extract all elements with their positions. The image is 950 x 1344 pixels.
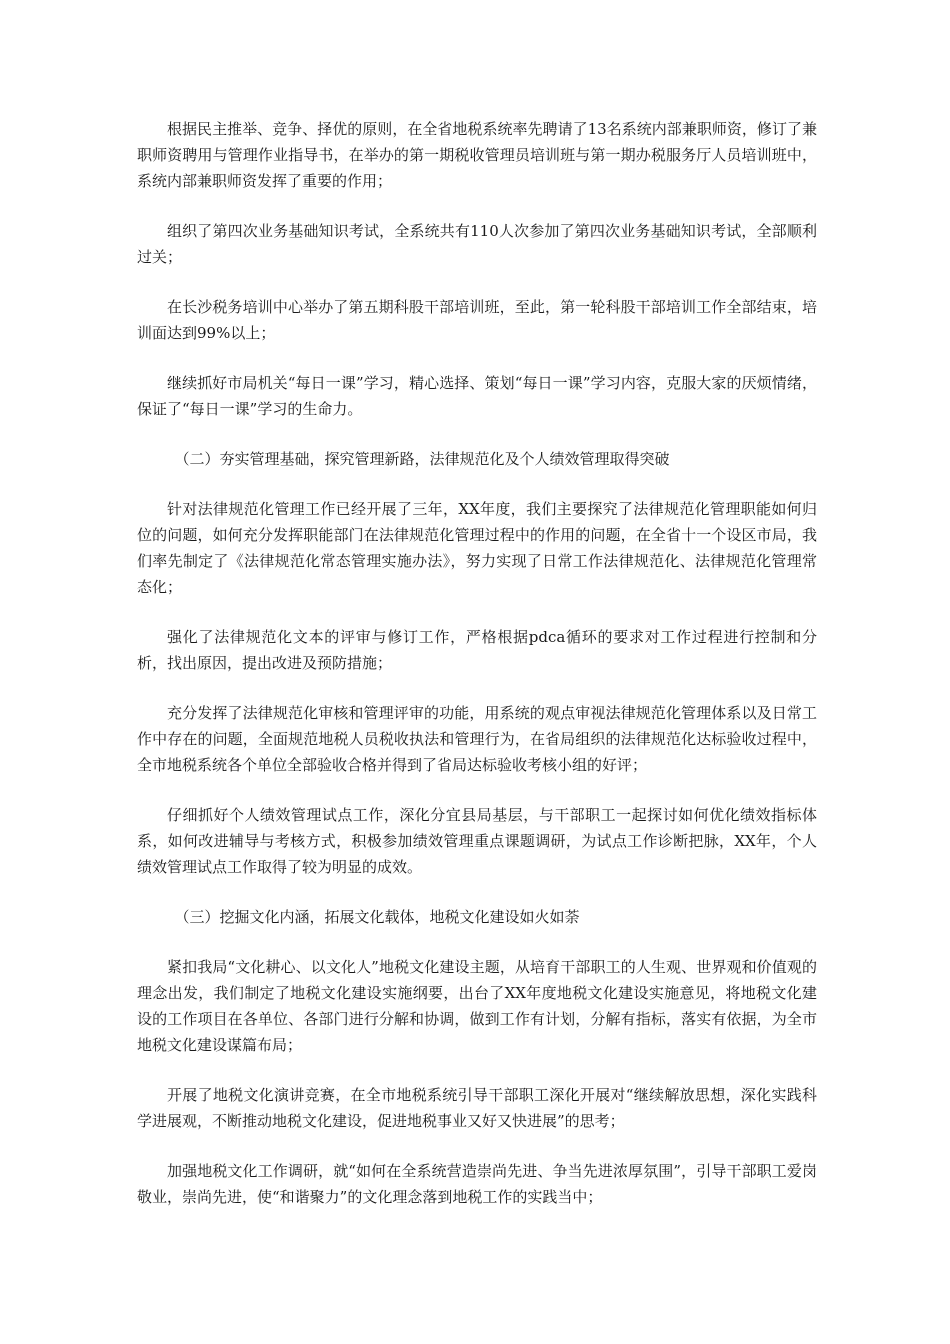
section-heading: （二）夯实管理基础，探究管理新路，法律规范化及个人绩效管理取得突破 (174, 450, 670, 468)
paragraph: 继续抓好市局机关“每日一课”学习，精心选择、策划“每日一课”学习内容，克服大家的厌烦情绪，保证了“每日一课”学习的生命力。 (137, 374, 817, 418)
paragraph: 针对法律规范化管理工作已经开展了三年，XX年度，我们主要探究了法律规范化管理职能如何归位的问题，如何充分发挥职能部门在法律规范化管理过程中的作用的问题，在全省十一个设区市局，我们率先制定了《法律规范化常态管理实施办法》，努力实现了日常工作法律规范化、法律规范化管理常态化； (137, 500, 817, 596)
paragraph: 加强地税文化工作调研，就“如何在全系统营造崇尚先进、争当先进浓厚氛围”，引导干部职工爱岗敬业，崇尚先进，使“和谐聚力”的文化理念落到地税工作的实践当中； (137, 1162, 817, 1206)
paragraph: 仔细抓好个人绩效管理试点工作，深化分宜县局基层，与干部职工一起探讨如何优化绩效指标体系，如何改进辅导与考核方式，积极参加绩效管理重点课题调研，为试点工作诊断把脉，XX年，个人绩效管理试点工作取得了较为明显的成效。 (137, 806, 817, 876)
paragraph: 紧扣我局“文化耕心、以文化人”地税文化建设主题，从培育干部职工的人生观、世界观和价值观的理念出发，我们制定了地税文化建设实施纲要，出台了XX年度地税文化建设实施意见，将地税文化建设的工作项目在各单位、各部门进行分解和协调，做到工作有计划，分解有指标，落实有依据，为全市地税文化建设谋篇布局； (137, 958, 817, 1054)
paragraph: 开展了地税文化演讲竞赛，在全市地税系统引导干部职工深化开展对“继续解放思想，深化实践科学进展观，不断推动地税文化建设，促进地税事业又好又快进展”的思考； (137, 1086, 817, 1130)
section-heading: （三）挖掘文化内涵，拓展文化载体，地税文化建设如火如荼 (174, 908, 580, 926)
paragraph: 根据民主推举、竞争、择优的原则，在全省地税系统率先聘请了13名系统内部兼职师资，修订了兼职师资聘用与管理作业指导书，在举办的第一期税收管理员培训班与第一期办税服务厅人员培训班中，系统内部兼职师资发挥了重要的作用； (137, 120, 817, 190)
paragraph: 强化了法律规范化文本的评审与修订工作，严格根据pdca循环的要求对工作过程进行控制和分析，找出原因，提出改进及预防措施； (137, 628, 817, 672)
paragraph: 在长沙税务培训中心举办了第五期科股干部培训班，至此，第一轮科股干部培训工作全部结束，培训面达到99%以上； (137, 298, 817, 342)
document-body (137, 116, 817, 1234)
paragraph: 组织了第四次业务基础知识考试，全系统共有110人次参加了第四次业务基础知识考试，全部顺利过关； (137, 222, 817, 266)
paragraph: 充分发挥了法律规范化审核和管理评审的功能，用系统的观点审视法律规范化管理体系以及日常工作中存在的问题，全面规范地税人员税收执法和管理行为，在省局组织的法律规范化达标验收过程中，全市地税系统各个单位全部验收合格并得到了省局达标验收考核小组的好评； (137, 704, 817, 774)
